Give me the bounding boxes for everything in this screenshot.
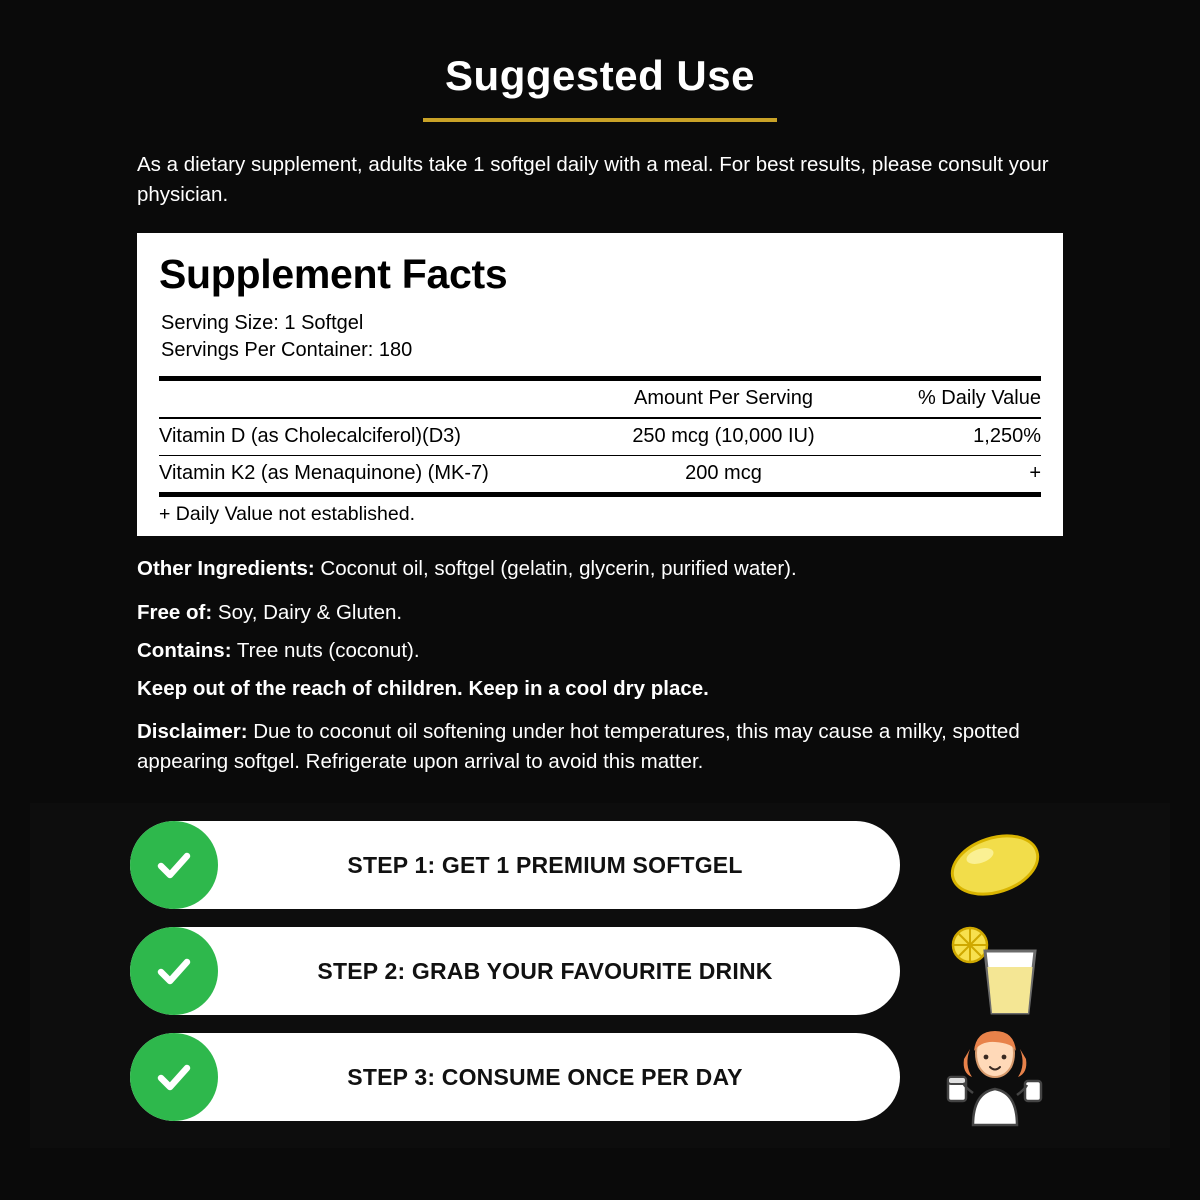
contains-label: Contains:	[137, 638, 232, 662]
step-label: STEP 3: CONSUME ONCE PER DAY	[347, 1063, 743, 1090]
serving-size: Serving Size: 1 Softgel	[161, 312, 364, 335]
step-pill-3[interactable]	[130, 1033, 900, 1121]
softgel-capsule-icon	[920, 815, 1070, 915]
lemon-drink-glass-icon	[920, 921, 1070, 1021]
nutrient-amount: 250 mcg (10,000 IU)	[582, 418, 864, 456]
disclaimer-line	[137, 717, 1067, 776]
check-icon	[130, 821, 218, 909]
free-of-value: Soy, Dairy & Gluten.	[217, 601, 403, 625]
other-ingredients-value: Coconut oil, softgel (gelatin, glycerin, purified water).	[320, 557, 797, 581]
free-of-line	[137, 598, 1067, 628]
title-underline-rule	[423, 118, 777, 122]
step-label: STEP 1: GET 1 PREMIUM SOFTGEL	[347, 851, 743, 878]
supplement-facts-panel	[137, 233, 1063, 536]
step-row	[130, 1033, 1170, 1121]
column-header-nutrient	[159, 381, 582, 418]
nutrient-name: Vitamin D (as Cholecalciferol)(D3)	[159, 418, 582, 456]
daily-value-footnote: + Daily Value not established.	[159, 493, 1041, 526]
step-pill-1[interactable]	[130, 821, 900, 909]
servings-per-container: Servings Per Container: 180	[161, 339, 413, 362]
other-ingredients-line	[137, 554, 1067, 584]
suggested-use-text: As a dietary supplement, adults take 1 softgel daily with a meal. For best results, please consult your physician.	[137, 153, 1049, 206]
step-row	[130, 927, 1170, 1015]
table-header-row	[159, 381, 1041, 418]
contains-value: Tree nuts (coconut).	[236, 638, 420, 662]
column-header-daily-value: % Daily Value	[865, 381, 1041, 418]
supplement-facts-table	[159, 381, 1041, 493]
check-icon	[130, 1033, 218, 1121]
person-taking-supplement-icon	[920, 1027, 1070, 1127]
nutrient-daily-value: 1,250%	[865, 418, 1041, 456]
table-row	[159, 418, 1041, 456]
disclaimer-value: Due to coconut oil softening under hot temperatures, this may cause a milky, spotted appearing softgel. Refrigerate upon arrival to avoid this matter.	[137, 720, 1020, 774]
title-block	[0, 0, 1200, 122]
check-icon	[130, 927, 218, 1015]
step-label: STEP 2: GRAB YOUR FAVOURITE DRINK	[317, 957, 773, 984]
usage-steps-panel	[30, 803, 1170, 1148]
warning-line: Keep out of the reach of children. Keep in a cool dry place.	[137, 676, 709, 700]
supplement-facts-title: Supplement Facts	[159, 251, 508, 298]
page-title: Suggested Use	[445, 52, 755, 99]
free-of-label: Free of:	[137, 601, 213, 625]
step-row	[130, 821, 1170, 909]
contains-line	[137, 636, 1067, 666]
table-row	[159, 456, 1041, 493]
ingredients-info-block	[137, 554, 1067, 776]
other-ingredients-label: Other Ingredients:	[137, 557, 315, 581]
column-header-amount: Amount Per Serving	[582, 381, 864, 418]
nutrient-amount: 200 mcg	[582, 456, 864, 493]
step-pill-2[interactable]	[130, 927, 900, 1015]
nutrient-daily-value: +	[865, 456, 1041, 493]
disclaimer-label: Disclaimer:	[137, 720, 248, 744]
nutrient-name: Vitamin K2 (as Menaquinone) (MK-7)	[159, 456, 582, 493]
